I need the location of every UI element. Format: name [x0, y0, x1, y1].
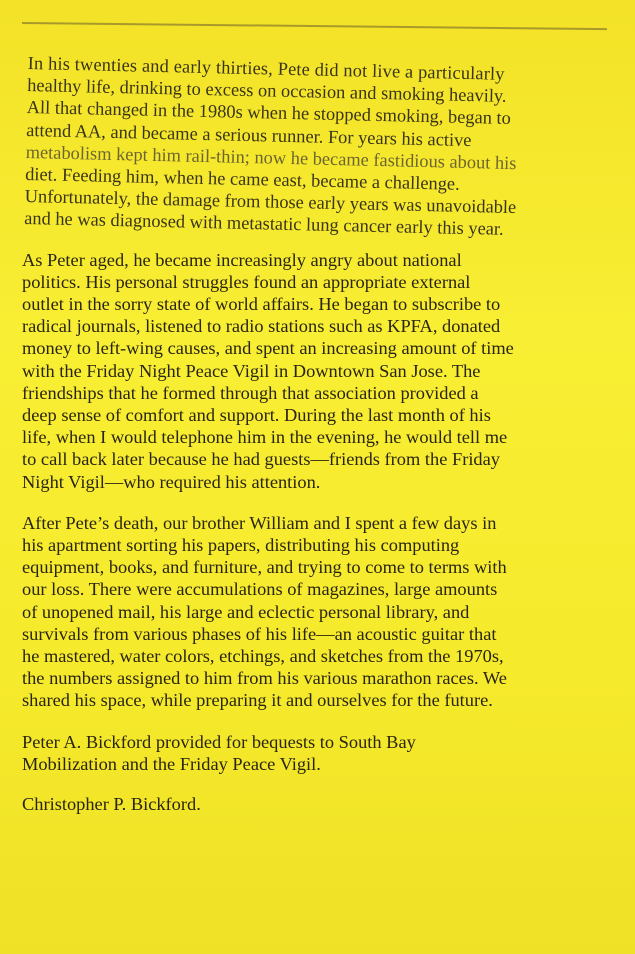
text-line: deep sense of comfort and support. During the last month of his [22, 405, 491, 426]
text-line: As Peter aged, he became increasingly angry about national [22, 249, 462, 270]
text-line: attend AA, and became a serious runner. For years his active [26, 119, 472, 150]
text-line: politics. His personal struggles found an appropriate external [22, 271, 471, 292]
text-line: radical journals, listened to radio stations such as KPFA, donated [22, 316, 501, 337]
text-line: his apartment sorting his papers, distributing his computing [22, 535, 460, 556]
text-line: shared his space, while preparing it and ourselves for the future. [22, 690, 493, 711]
text-line: survivals from various phases of his life—an acoustic guitar that [22, 623, 497, 644]
paragraph-bequests [22, 731, 616, 775]
text-line: friendships that he formed through that association provided a [22, 382, 479, 403]
paragraph-politics [22, 249, 616, 493]
text-line: and he was diagnosed with metastatic lung cancer early this year. [23, 208, 504, 240]
text-line: money to left-wing causes, and spent an increasing amount of time [22, 338, 514, 359]
text-line: Mobilization and the Friday Peace Vigil. [22, 753, 321, 774]
text-line: outlet in the sorry state of world affairs. He began to subscribe to [22, 294, 501, 315]
text-line: he mastered, water colors, etchings, and sketches from the 1970s, [22, 646, 504, 667]
text-line: After Pete’s death, our brother William and I spent a few days in [22, 512, 497, 533]
text-line: to call back later because he had guests—friends from the Friday [22, 449, 500, 470]
text-line: metabolism kept him rail-thin; now he became fastidious about his [25, 141, 517, 173]
text-line: life, when I would telephone him in the evening, he would tell me [22, 427, 508, 448]
text-line: of unopened mail, his large and eclectic personal library, and [22, 601, 470, 622]
text-line: In his twenties and early thirties, Pete did not live a particularly [27, 52, 505, 84]
text-line: Unfortunately, the damage from those early years was unavoidable [24, 186, 517, 218]
text-line: All that changed in the 1980s when he stopped smoking, began to [26, 97, 512, 129]
paragraph-after-death [22, 512, 616, 712]
top-rule [22, 22, 607, 30]
text-line: with the Friday Night Peace Vigil in Downtown San Jose. The [22, 360, 481, 381]
text-line: Night Vigil—who required his attention. [22, 471, 321, 492]
text-line: diet. Feeding him, when he came east, became a challenge. [25, 163, 460, 194]
text-line: healthy life, drinking to excess on occasion and smoking heavily. [27, 75, 507, 107]
text-line: the numbers assigned to him from his various marathon races. We [22, 668, 507, 689]
text-line: our loss. There were accumulations of magazines, large amounts [22, 579, 498, 600]
paragraph-early-life [24, 52, 616, 243]
text-line: Peter A. Bickford provided for bequests to South Bay [22, 731, 416, 752]
signature: Christopher P. Bickford. [22, 794, 201, 815]
text-line: equipment, books, and furniture, and trying to come to terms with [22, 557, 507, 578]
document-body [22, 52, 616, 815]
